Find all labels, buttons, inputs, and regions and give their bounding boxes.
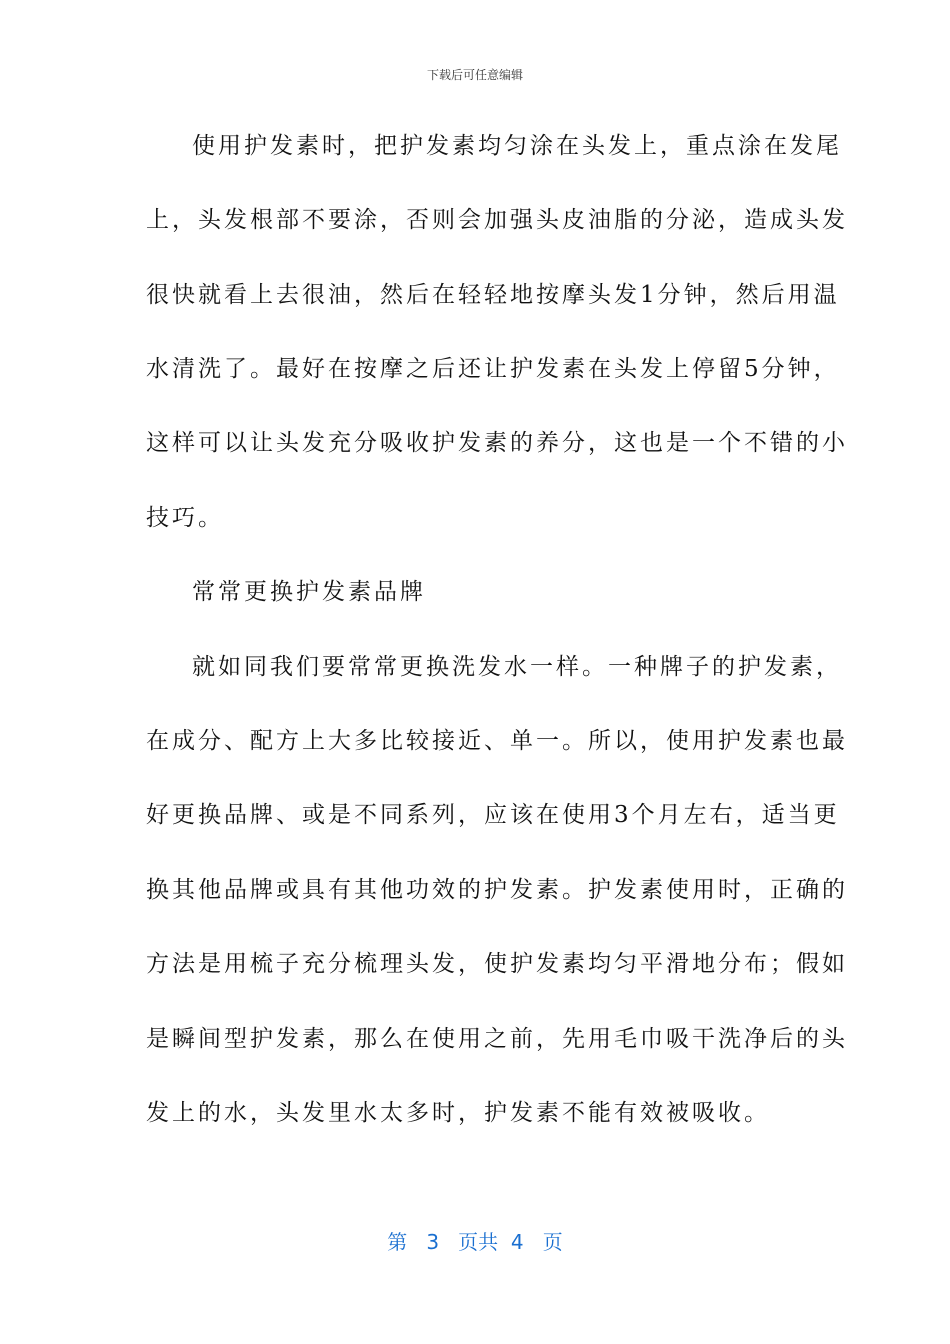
paragraph-line: 发上的水，头发里水太多时，护发素不能有效被吸收。 [146,1100,770,1126]
footer-label-of: 页共 [458,1230,499,1254]
section-heading: 常常更换护发素品牌 [192,579,426,605]
paragraph-line: 是瞬间型护发素，那么在使用之前，先用毛巾吸干洗净后的头 [146,1026,848,1052]
paragraph-line: 在成分、配方上大多比较接近、单一。所以，使用护发素也最 [146,728,848,754]
total-pages-number: 4 [510,1230,524,1254]
footer-label-page: 第 [387,1230,408,1254]
paragraph-line: 好更换品牌、或是不同系列，应该在使用3个月左右，适当更 [146,802,840,828]
paragraph-line: 就如同我们要常常更换洗发水一样。一种牌子的护发素， [192,654,842,680]
page-footer [0,1226,950,1255]
current-page-number: 3 [426,1230,440,1254]
page-header: 下载后可任意编辑 [426,68,523,82]
paragraph-line: 这样可以让头发充分吸收护发素的养分，这也是一个不错的小 [146,430,848,456]
paragraph-line: 换其他品牌或具有其他功效的护发素。护发素使用时，正确的 [146,877,848,903]
paragraph-line: 方法是用梳子充分梳理头发，使护发素均匀平滑地分布；假如 [146,951,848,977]
paragraph-line: 很快就看上去很油，然后在轻轻地按摩头发1分钟，然后用温 [146,282,840,308]
paragraph-line: 使用护发素时，把护发素均匀涂在头发上，重点涂在发尾 [192,133,842,159]
paragraph-line: 上，头发根部不要涂，否则会加强头皮油脂的分泌，造成头发 [146,207,848,233]
paragraph-line: 技巧。 [146,505,224,531]
footer-label-end: 页 [542,1230,563,1254]
paragraph-line: 水清洗了。最好在按摩之后还让护发素在头发上停留5分钟， [146,356,840,382]
